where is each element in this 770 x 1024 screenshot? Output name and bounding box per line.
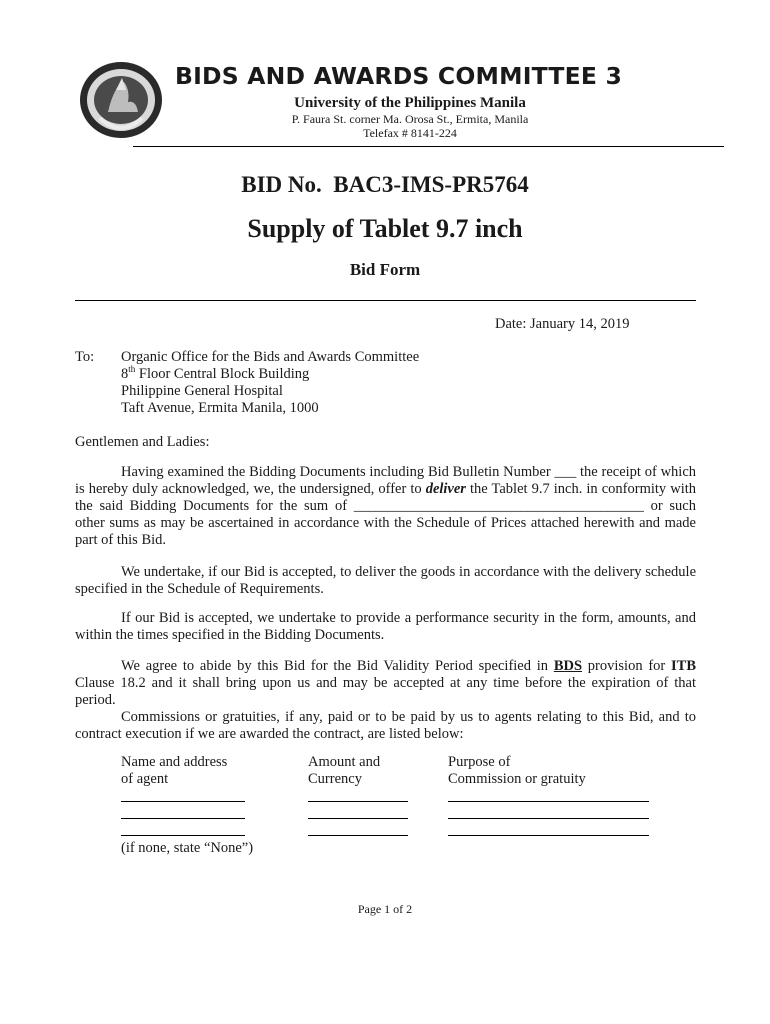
committee-title: BIDS AND AWARDS COMMITTEE 3 xyxy=(175,62,623,90)
page-number: Page 1 of 2 xyxy=(357,902,413,916)
to-label: To: xyxy=(75,349,95,365)
agent-blank-3 xyxy=(121,835,245,836)
paragraph-offer: Having examined the Bidding Documents including Bid Bulletin Number ___ the receipt of which is hereby duly acknowledged, we, the undersigned, offer to deliver the Tablet 9.7 inch. in conformity with the said Bidding Documents for the sum of ________________________________________ or such other sums as may be ascertained in accordance with the Schedule of Prices attached herewith and made part of this Bid. xyxy=(75,464,700,548)
paragraph-validity: We agree to abide by this Bid for the Bid Validity Period specified in BDS provision for ITB Clause 18.2 and it shall bring upon us and may be accepted at any time before the expiration of that period. xyxy=(75,658,700,708)
purpose-blank-1 xyxy=(448,801,649,802)
recipient-address xyxy=(121,349,419,417)
header-divider xyxy=(133,146,724,147)
agent-blank-1 xyxy=(121,801,245,802)
recipient-line-1: Organic Office for the Bids and Awards Committee xyxy=(121,349,420,365)
bid-number: BID No. BAC3-IMS-PR5764 xyxy=(241,172,529,197)
document-date: Date: January 14, 2019 xyxy=(495,316,630,332)
paragraph-delivery: We undertake, if our Bid is accepted, to deliver the goods in accordance with the delivery schedule specified in the Schedule of Requirements. xyxy=(75,564,696,597)
recipient-line-2: 8th Floor Central Block Building xyxy=(121,364,310,382)
column-header-purpose: Purpose of Commission or gratuity xyxy=(448,754,586,787)
title-divider xyxy=(75,300,696,301)
purpose-blank-3 xyxy=(448,835,649,836)
amount-blank-2 xyxy=(308,818,408,819)
university-address: P. Faura St. corner Ma. Orosa St., Ermita, Manila xyxy=(291,112,529,126)
telefax: Telefax # 8141-224 xyxy=(363,126,457,140)
purpose-blank-2 xyxy=(448,818,649,819)
amount-blank-1 xyxy=(308,801,408,802)
none-instruction: (if none, state “None”) xyxy=(121,840,254,856)
agent-blank-2 xyxy=(121,818,245,819)
recipient-line-4: Taft Avenue, Ermita Manila, 1000 xyxy=(121,400,319,416)
university-name: University of the Philippines Manila xyxy=(294,95,526,111)
column-header-agent: Name and address of agent xyxy=(121,754,228,787)
recipient-line-3: Philippine General Hospital xyxy=(121,383,283,399)
bid-subject: Supply of Tablet 9.7 inch xyxy=(247,214,523,243)
amount-blank-3 xyxy=(308,835,408,836)
paragraph-security: If our Bid is accepted, we undertake to provide a performance security in the form, amounts, and within the times specified in the Bidding Documents. xyxy=(75,610,696,643)
column-header-amount: Amount and Currency xyxy=(308,754,381,787)
salutation: Gentlemen and Ladies: xyxy=(75,434,210,450)
form-title: Bid Form xyxy=(349,260,421,279)
paragraph-commissions: Commissions or gratuities, if any, paid or to be paid by us to agents relating to this Bid, and to contract execution if we are awarded the contract, are listed below: xyxy=(75,709,696,742)
